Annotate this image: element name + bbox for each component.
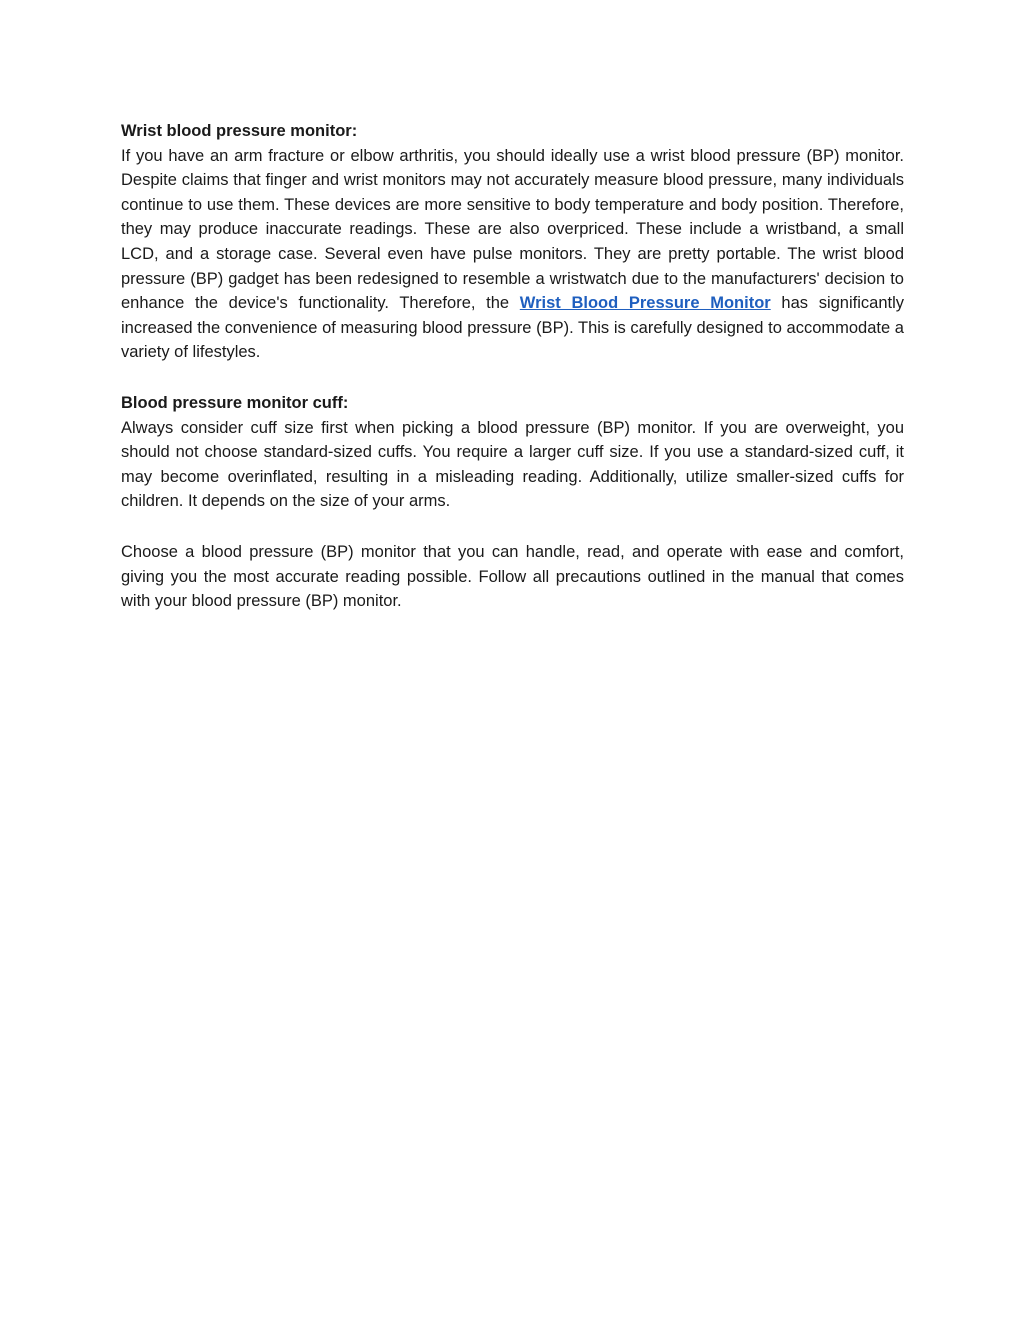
section-monitor-cuff [121,391,904,514]
paragraph-text: has significantly increased the convenience of measuring blood pressure (BP). This is carefully designed to accommodate a variety of lifestyles. [121,294,904,362]
section-heading: Blood pressure monitor cuff: [121,393,349,412]
document-page [121,119,904,640]
section-closing [121,540,904,614]
section-wrist-monitor [121,119,904,365]
wrist-monitor-link[interactable]: Wrist Blood Pressure Monitor [519,294,771,313]
section-paragraph: Choose a blood pressure (BP) monitor that you can handle, read, and operate with ease and comfort, giving you the most accurate reading possible. Follow all precautions outlined in the manual that comes with your blood pressure (BP) monitor. [121,542,904,611]
section-paragraph [121,144,904,365]
section-paragraph: Always consider cuff size first when picking a blood pressure (BP) monitor. If you are overweight, you should not choose standard-sized cuffs. You require a larger cuff size. If you use a standard-sized cuff, it may become overinflated, resulting in a misleading reading. Additionally, utilize smaller-sized cuffs for children. It depends on the size of your arms. [121,418,904,511]
section-heading: Wrist blood pressure monitor: [121,122,358,140]
paragraph-text: If you have an arm fracture or elbow arthritis, you should ideally use a wrist blood pressure (BP) monitor. Despite claims that finger and wrist monitors may not accurately measure blood pressure, many individuals continue to use them. These devices are more sensitive to body temperature and body position. Therefore, they may produce inaccurate readings. These are also overpriced. These include a wristband, a small LCD, and a storage case. Several even have pulse monitors. They are pretty portable. The wrist blood pressure (BP) gadget has been redesigned to resemble a wristwatch due to the manufacturers' decision to enhance the device's functionality. Therefore, the [121,146,904,313]
